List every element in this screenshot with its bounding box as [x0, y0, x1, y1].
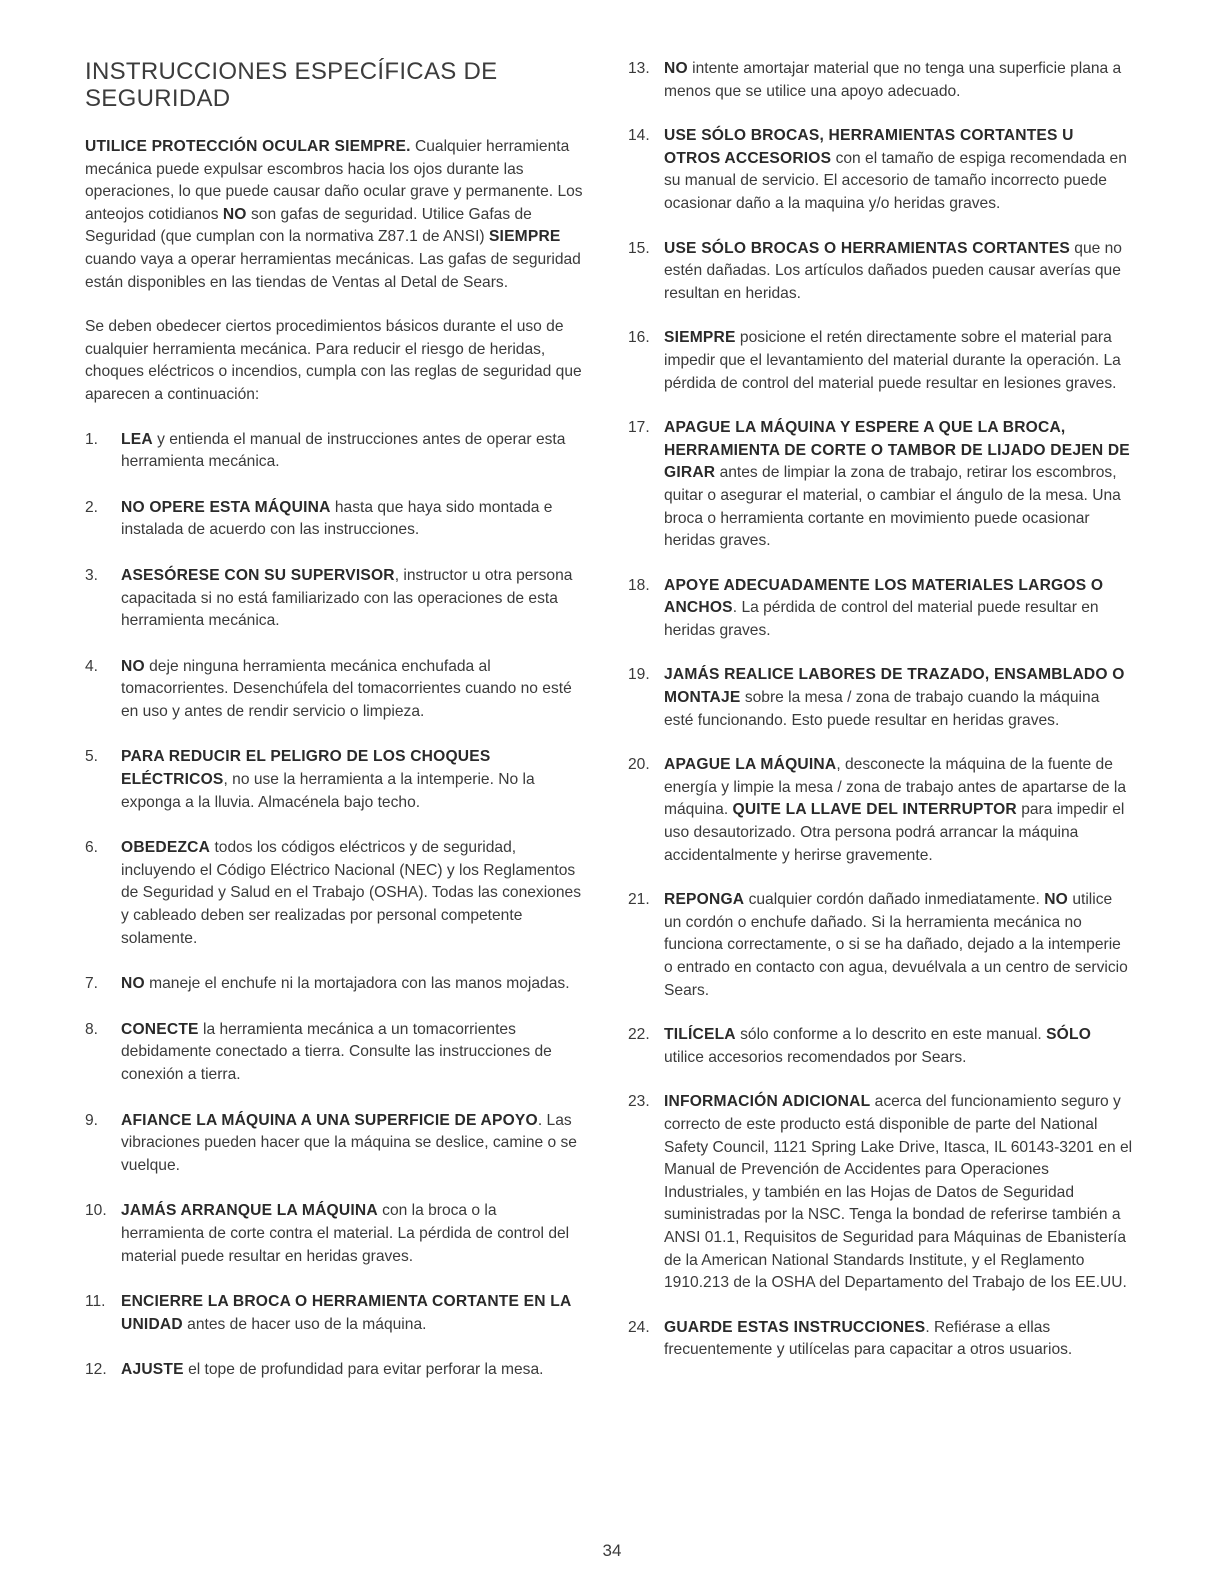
- rule-text: , desconecte la máquina de la fuente de energía y limpie la mesa / zona de trabajo antes de apartarse de la máquina.: [664, 756, 1127, 819]
- rule-number: 16.: [628, 329, 650, 347]
- rule-text: el tope de profundidad para evitar perforar la mesa.: [183, 1361, 544, 1379]
- rule-text: antes de hacer uso de la máquina.: [182, 1315, 427, 1333]
- rule-heading: CONECTE: [121, 1020, 199, 1038]
- rule-text: cualquier cordón dañado inmediatamente.: [744, 891, 1045, 909]
- safety-rule-item: [85, 973, 583, 996]
- safety-rule-item: [628, 58, 1133, 103]
- safety-rule-item: [628, 575, 1133, 643]
- rule-heading: ENCIERRE LA BROCA O HERRAMIENTA CORTANTE EN LA UNIDAD: [121, 1293, 571, 1333]
- rule-number: 21.: [628, 891, 650, 909]
- rule-text: antes de limpiar la zona de trabajo, retirar los escombros, quitar o asegurar el material, o cambiar el ángulo de la mesa. Una broca o herramienta cortante en movimiento puede ocasionar heridas graves.: [664, 464, 1121, 550]
- rule-number: 9.: [85, 1111, 99, 1129]
- rule-text: acerca del funcionamiento seguro y correcto de este producto está disponible de parte del National Safety Council, 1121 Spring Lake Drive, Itasca, IL 60143-3201 en el Manual de Prevención de Accidentes para Operaciones Industriales, y también en las Hojas de Datos de Seguridad suministradas por la NSC. Tenga la bondad de referirse también a ANSI 01.1, Requisitos de Seguridad para Máquinas de Ebanistería de la American National Standards Institute, y el Reglamento 1910.213 de la OSHA del Departamento del Trabajo de los EE.UU.: [664, 1093, 1133, 1292]
- rule-text: y entienda el manual de instrucciones antes de operar esta herramienta mecánica.: [121, 430, 566, 471]
- rule-heading: AJUSTE: [121, 1361, 184, 1379]
- rule-heading: APAGUE LA MÁQUINA Y ESPERE A QUE LA BROCA, HERRAMIENTA DE CORTE O TAMBOR DE LIJADO DEJEN DE GIRAR: [664, 419, 1130, 482]
- rule-heading: AFIANCE LA MÁQUINA A UNA SUPERFICIE DE APOYO: [121, 1111, 538, 1129]
- rule-text: que no estén dañadas. Los artículos dañados pueden causar averías que resultan en heridas.: [664, 239, 1122, 302]
- rule-heading: SIEMPRE: [664, 329, 736, 347]
- right-column: [628, 58, 1133, 1384]
- rule-heading-secondary: SÓLO: [1046, 1026, 1092, 1044]
- rule-text-secondary: utilice accesorios recomendados por Sears.: [664, 1048, 967, 1066]
- rule-heading: USE SÓLO BROCAS O HERRAMIENTAS CORTANTES: [664, 239, 1070, 257]
- rule-heading: LEA: [121, 430, 153, 448]
- rule-heading: NO: [121, 657, 145, 675]
- rule-number: 8.: [85, 1020, 99, 1038]
- rule-heading: OBEDEZCA: [121, 839, 211, 857]
- rule-text: posicione el retén directamente sobre el material para impedir que el levantamiento del material durante la operación. La pérdida de control del material puede resultar en lesiones graves.: [664, 329, 1121, 392]
- rule-heading: TILÍCELA: [664, 1026, 736, 1044]
- rule-text: , instructor u otra persona capacitada si no está familiarizado con las operaciones de esta herramienta mecánica.: [121, 566, 573, 630]
- rule-number: 17.: [628, 419, 650, 437]
- rule-heading: NO OPERE ESTA MÁQUINA: [121, 498, 331, 516]
- rule-number: 10.: [85, 1202, 107, 1220]
- rule-heading: GUARDE ESTAS INSTRUCCIONES: [664, 1318, 926, 1336]
- safety-rule-item: [628, 125, 1133, 215]
- rule-text: la herramienta mecánica a un tomacorrientes debidamente conectado a tierra. Consulte las instrucciones de conexión a tierra.: [121, 1020, 552, 1083]
- safety-rule-item: [85, 1110, 583, 1178]
- rule-heading: NO: [664, 60, 688, 77]
- safety-rule-item: [628, 754, 1133, 867]
- safety-rule-item: [85, 1359, 583, 1382]
- rule-number: 23.: [628, 1093, 650, 1111]
- rule-number: 4.: [85, 657, 99, 675]
- safety-rule-item: [85, 565, 583, 633]
- rule-text: hasta que haya sido montada e instalada de acuerdo con las instrucciones.: [121, 498, 553, 539]
- rule-text: sólo conforme a lo descrito en este manual.: [735, 1026, 1047, 1044]
- rule-number: 24.: [628, 1318, 650, 1336]
- rule-number: 11.: [85, 1293, 106, 1311]
- safety-rule-item: [628, 1317, 1133, 1362]
- rule-heading: JAMÁS REALICE LABORES DE TRAZADO, ENSAMBLADO O MONTAJE: [664, 666, 1125, 707]
- rule-number: 1.: [85, 430, 99, 448]
- rule-number: 14.: [628, 127, 650, 145]
- rule-text: , no use la herramienta a la intemperie. No la exponga a la lluvia. Almacénela bajo techo.: [121, 771, 535, 811]
- rule-number: 22.: [628, 1026, 650, 1044]
- rule-number: 5.: [85, 748, 99, 766]
- safety-rule-item: [628, 1024, 1133, 1069]
- safety-rule-item: [85, 1291, 583, 1336]
- rule-number: 2.: [85, 498, 99, 516]
- rule-heading: PARA REDUCIR EL PELIGRO DE LOS CHOQUES ELÉCTRICOS: [121, 748, 491, 789]
- safety-rule-item: [628, 417, 1133, 553]
- general-rules-paragraph: Se deben obedecer ciertos procedimientos básicos durante el uso de cualquier herramienta mecánica. Para reducir el riesgo de heridas, choques eléctricos o incendios, cumpla con las reglas de seguridad que aparecen a continuación:: [85, 318, 582, 403]
- rule-heading: APOYE ADECUADAMENTE LOS MATERIALES LARGOS O ANCHOS: [664, 576, 1104, 617]
- safety-rule-item: [85, 1200, 583, 1268]
- rule-text: todos los códigos eléctricos y de seguridad, incluyendo el Código Eléctrico Nacional (NEC) y los Reglamentos de Seguridad y Salud en el Trabajo (OSHA). Todas las conexiones y cableado deben ser realizadas por personal competente solamente.: [121, 839, 581, 947]
- rule-heading: JAMÁS ARRANQUE LA MÁQUINA: [121, 1202, 378, 1220]
- rule-number: 13.: [628, 60, 650, 77]
- rule-text: deje ninguna herramienta mecánica enchufada al tomacorrientes. Desenchúfela del tomacorrientes cuando no esté en uso y antes de rendir servicio o limpieza.: [121, 657, 572, 720]
- rule-number: 7.: [85, 975, 99, 993]
- safety-rules-list-left: [85, 429, 583, 1382]
- left-column: [85, 58, 583, 1405]
- safety-rule-item: [628, 664, 1133, 732]
- rule-number: 19.: [628, 666, 650, 684]
- rule-heading: REPONGA: [664, 891, 745, 909]
- safety-rule-item: [85, 837, 583, 950]
- rule-number: 3.: [85, 566, 99, 584]
- rule-number: 6.: [85, 839, 99, 857]
- rule-text: con el tamaño de espiga recomendada en su manual de servicio. El accesorio de tamaño incorrecto puede ocasionar daño a la maquina y/o heridas graves.: [664, 149, 1127, 212]
- safety-rule-item: [628, 889, 1133, 1002]
- rule-text: . Refiérase a ellas frecuentemente y utilícelas para capacitar a otros usuarios.: [664, 1318, 1073, 1359]
- safety-rules-list-right: [628, 58, 1133, 1362]
- rule-heading: NO: [121, 975, 145, 993]
- rule-text: . La pérdida de control del material puede resultar en heridas graves.: [664, 599, 1099, 639]
- safety-rule-item: [85, 497, 583, 542]
- rule-text-secondary: para impedir el uso desautorizado. Otra persona podrá arrancar la máquina accidentalmente y herirse gravemente.: [664, 801, 1125, 864]
- safety-rule-item: [85, 746, 583, 814]
- rule-text: con la broca o la herramienta de corte contra el material. La pérdida de control del material puede resultar en heridas graves.: [121, 1202, 570, 1265]
- rule-text: maneje el enchufe ni la mortajadora con las manos mojadas.: [144, 975, 570, 993]
- rule-heading: ASESÓRESE CON SU SUPERVISOR: [121, 566, 395, 584]
- rule-number: 12.: [85, 1361, 107, 1379]
- rule-heading: APAGUE LA MÁQUINA: [664, 756, 837, 774]
- rule-text: intente amortajar material que no tenga una superficie plana a menos que se utilice una apoyo adecuado.: [664, 60, 1122, 100]
- rule-number: 18.: [628, 576, 650, 594]
- rule-heading: INFORMACIÓN ADICIONAL: [664, 1093, 871, 1111]
- rule-heading: USE SÓLO BROCAS, HERRAMIENTAS CORTANTES U OTROS ACCESORIOS: [664, 127, 1074, 167]
- rule-number: 20.: [628, 756, 650, 774]
- eye-protection-paragraph: UTILICE PROTECCIÓN OCULAR SIEMPRE. Cualquier herramienta mecánica puede expulsar escombros hacia los ojos durante las operaciones, lo que puede causar daño ocular grave y permanente. Los anteojos cotidianos NO son gafas de seguridad. Utilice Gafas de Seguridad (que cumplan con la normativa Z87.1 de ANSI) SIEMPRE cuando vaya a operar herramientas mecánicas. Las gafas de seguridad están disponibles en las tiendas de Ventas al Detal de Sears.: [85, 138, 583, 291]
- page-title: INSTRUCCIONES ESPECÍFICAS DE SEGURIDAD: [85, 58, 498, 112]
- rule-heading-secondary: QUITE LA LLAVE DEL INTERRUPTOR: [732, 801, 1017, 819]
- rule-text: sobre la mesa / zona de trabajo cuando la máquina esté funcionando. Esto puede resultar en heridas graves.: [664, 689, 1100, 729]
- rule-text-secondary: utilice un cordón o enchufe dañado. Si la herramienta mecánica no funciona correctamente, o si se ha dañado, dejado a la intemperie o entrado en contacto con agua, devuélvala a un centro de servicio Sears.: [664, 891, 1128, 999]
- rule-text: . Las vibraciones pueden hacer que la máquina se deslice, camine o se vuelque.: [121, 1111, 577, 1174]
- safety-rule-item: [85, 656, 583, 724]
- rule-heading-secondary: NO: [1044, 891, 1068, 909]
- rule-number: 15.: [628, 239, 650, 257]
- safety-rule-item: [628, 238, 1133, 306]
- safety-rule-item: [628, 1091, 1133, 1294]
- safety-rule-item: [85, 429, 583, 474]
- safety-rule-item: [85, 1019, 583, 1087]
- page-number: 34: [602, 1541, 622, 1560]
- safety-rule-item: [628, 327, 1133, 395]
